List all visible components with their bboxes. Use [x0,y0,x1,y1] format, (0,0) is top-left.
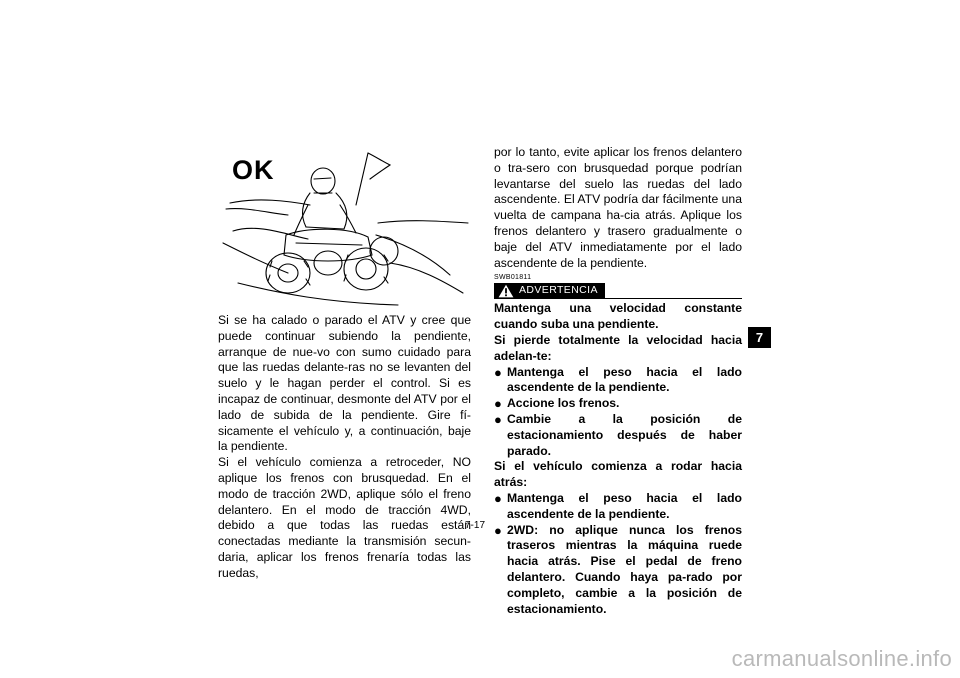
paragraph-continuation: por lo tanto, evite aplicar los frenos delantero o tra-sero con brusquedad porque podrían levantarse del suelo las ruedas del lado ascendente. El ATV podría dar fácilmente una vuelta de campana ha-cia atrás. Aplique los frenos delantero y trasero gradualmente o baje del ATV inmediatamente por el lado ascendente de la pendiente. [494,145,742,270]
right-column [494,145,742,617]
warning-triangle-icon [498,284,514,298]
list-item-text: Cambie a la posición de estacionamiento después de haber parado. [507,411,742,458]
ok-label: OK [232,155,275,185]
list-item [494,365,742,397]
warning-condition-backward: Si el vehículo comienza a rodar hacia atrás: [494,459,742,490]
list-item [494,491,742,523]
paragraph-stalled: Si se ha calado o parado el ATV y cree que puede continuar subiendo la pendiente, arranque de nue-vo con sumo cuidado para que las ruedas delante-ras no se levanten del suelo y le hagan perder el control. Si es incapaz de continuar, desmonte del ATV por el lado de subida de la pendiente. Gire fí-sicamente el vehículo y, a continuación, baje la pendiente. [218,313,471,454]
warning-label: ADVERTENCIA [519,283,598,296]
bullet-icon: ● [494,411,502,427]
warning-label-box [494,283,605,298]
paragraph-reverse: Si el vehículo comienza a retroceder, NO aplique los frenos con brusquedad. En el modo de tracción 2WD, aplique sólo el freno delantero. En el modo de tracción 4WD, debido a que todas las ruedas están conectadas mediante la transmisión secun-daria, aplicar los frenos frenaría todas las ruedas, [218,455,471,580]
list-item-text: 2WD: no aplique nunca los frenos traseros mientras la máquina ruede hacia atrás. Pise el pedal de freno delantero. Cuando haya pa-rado por completo, cambie a la posición de estacionamiento. [507,522,742,616]
list-item-text: Mantenga el peso hacia el lado ascendente de la pendiente. [507,364,742,395]
list-item [494,412,742,459]
list-item [494,523,742,618]
warning-code: SWB01811 [494,274,532,282]
list-item-text: Accione los frenos. [507,396,620,411]
warning-lead: Mantenga una velocidad constante cuando suba una pendiente. [494,301,742,332]
chapter-tab: 7 [748,327,771,348]
bullet-icon: ● [494,490,502,506]
list-item [494,396,742,412]
warning-condition-forward: Si pierde totalmente la velocidad hacia adelan-te: [494,332,742,363]
watermark: carmanualsonline.info [731,646,952,671]
warning-body [494,301,742,617]
bullet-icon: ● [494,396,502,412]
left-column [218,313,471,582]
warning-header [494,283,742,299]
list-item-text: Mantenga el peso hacia el lado ascendente de la pendiente. [507,490,742,521]
page-number: 7-17 [465,520,486,531]
bullet-icon: ● [494,522,502,538]
bullet-icon: ● [494,364,502,380]
